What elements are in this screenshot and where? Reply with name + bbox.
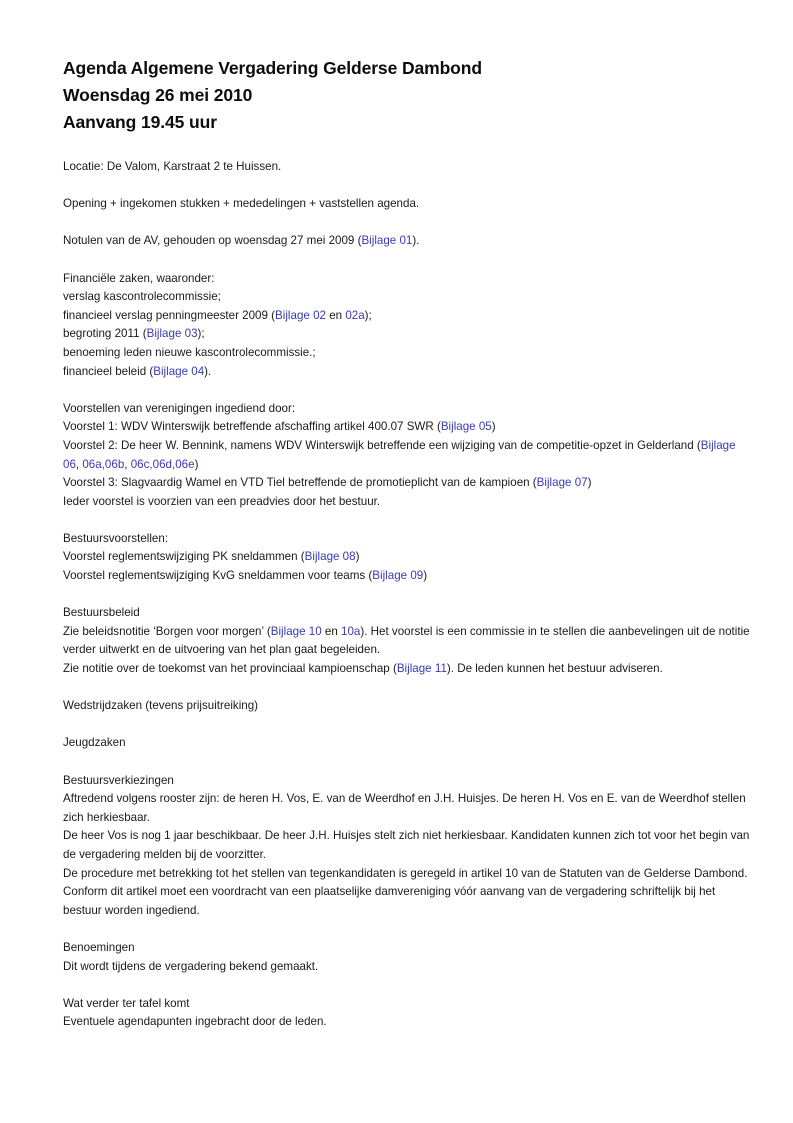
policy-text-before: financieel beleid ( xyxy=(63,364,154,378)
opening-paragraph xyxy=(63,195,750,214)
board-proposal-2 xyxy=(63,567,750,586)
treasurer-text-before: financieel verslag penningmeester 2009 ( xyxy=(63,308,276,322)
competition-matters-text: Wedstrijdzaken (tevens prijsuitreiking) xyxy=(63,699,259,713)
any-other-business-text: Eventuele agendapunten ingebracht door de leden. xyxy=(63,1015,327,1029)
location-paragraph xyxy=(63,158,750,177)
any-other-business-title: Wat verder ter tafel komt xyxy=(63,996,190,1010)
financial-title: Financiële zaken, waaronder: xyxy=(63,271,215,285)
proposal-1-text-before: Voorstel 1: WDV Winterswijk betreffende afschaffing artikel 400.07 SWR ( xyxy=(63,420,441,434)
treasurer-text-mid: en xyxy=(325,308,346,322)
member-proposals-block xyxy=(63,400,750,512)
proposal-2-text-after: ) xyxy=(194,457,199,471)
title-line-3: Aanvang 19.45 uur xyxy=(63,112,217,132)
proposal-2-text-before: Voorstel 2: De heer W. Bennink, namens WDV Winterswijk betreffende een wijziging van de competitie-opzet in Gelderland ( xyxy=(63,438,701,452)
attachment-link-05[interactable]: Bijlage 05 xyxy=(440,420,492,434)
elections-paragraph-2: De heer Vos is nog 1 jaar beschikbaar. De heer J.H. Huisjes stelt zich niet herkiesbaar. Kandidaten kunnen zich tot voor het begin van de vergadering melden bij de voorzitter. xyxy=(63,829,750,861)
minutes-paragraph xyxy=(63,232,750,251)
appointments-title: Benoemingen xyxy=(63,940,135,954)
proposal-2 xyxy=(63,439,736,471)
attachment-link-06c-06d-06e[interactable]: 06c,06d,06e xyxy=(130,457,195,471)
board-proposal-1-text-before: Voorstel reglementswijziging PK sneldammen ( xyxy=(63,550,305,564)
any-other-business-block xyxy=(63,995,750,1032)
policy-para-1-before: Zie beleidsnotitie ‘Borgen voor morgen’ ( xyxy=(63,624,271,638)
proposal-2-sep-1: , xyxy=(75,457,83,471)
proposal-1-text-after: ) xyxy=(491,420,496,434)
attachment-link-03[interactable]: Bijlage 03 xyxy=(146,327,198,341)
financial-item-budget xyxy=(63,325,750,344)
board-proposal-1-text-after: ) xyxy=(355,550,360,564)
board-elections-block xyxy=(63,772,750,921)
elections-paragraph-3: De procedure met betrekking tot het stellen van tegenkandidaten is geregeld in artikel 10 van de Statuten van de Gelderse Dambond. xyxy=(63,866,748,880)
policy-text-after: ). xyxy=(204,364,212,378)
proposals-title: Voorstellen van verenigingen ingediend door: xyxy=(63,401,296,415)
treasurer-text-after: ); xyxy=(364,308,372,322)
proposal-1 xyxy=(63,418,750,437)
minutes-text-after: ). xyxy=(412,234,420,248)
policy-para-1-mid: en xyxy=(321,624,341,638)
youth-matters-paragraph xyxy=(63,734,750,753)
attachment-link-02[interactable]: Bijlage 02 xyxy=(275,308,326,322)
location-text: Locatie: De Valom, Karstraat 2 te Huissen. xyxy=(63,160,282,173)
financial-matters-block xyxy=(63,270,750,382)
attachment-link-10[interactable]: Bijlage 10 xyxy=(270,624,322,638)
board-proposals-block xyxy=(63,530,750,586)
page-title xyxy=(63,55,750,136)
attachment-link-09[interactable]: Bijlage 09 xyxy=(372,569,424,583)
budget-text-before: begroting 2011 ( xyxy=(63,327,147,341)
financial-item-audit: verslag kascontrolecommissie; xyxy=(63,290,221,304)
attachment-link-07[interactable]: Bijlage 07 xyxy=(536,476,588,490)
financial-item-policy xyxy=(63,363,750,382)
attachment-link-08[interactable]: Bijlage 08 xyxy=(304,550,356,564)
board-policy-block xyxy=(63,604,750,678)
policy-para-2-before: Zie notitie over de toekomst van het provinciaal kampioenschap ( xyxy=(63,662,397,676)
competition-matters-paragraph xyxy=(63,697,750,716)
attachment-link-10a[interactable]: 10a xyxy=(341,624,361,638)
title-line-1: Agenda Algemene Vergadering Gelderse Dambond xyxy=(63,58,482,78)
attachment-link-11[interactable]: Bijlage 11 xyxy=(396,662,447,676)
attachment-link-04[interactable]: Bijlage 04 xyxy=(153,364,205,378)
board-proposals-title: Bestuursvoorstellen: xyxy=(63,531,169,545)
proposal-2-sep-2: , xyxy=(124,457,131,471)
financial-item-treasurer xyxy=(63,307,750,326)
elections-title: Bestuursverkiezingen xyxy=(63,773,174,787)
board-proposal-1 xyxy=(63,548,750,567)
board-policy-paragraph-1 xyxy=(63,625,750,657)
policy-para-2-after: ). De leden kunnen het bestuur adviseren. xyxy=(446,662,663,676)
proposals-note: Ieder voorstel is voorzien van een preadvies door het bestuur. xyxy=(63,494,381,508)
proposal-3-text-after: ) xyxy=(587,476,592,490)
youth-matters-text: Jeugdzaken xyxy=(63,736,126,750)
elections-paragraph-1: Aftredend volgens rooster zijn: de heren H. Vos, E. van de Weerdhof en J.H. Huisjes. De heren H. Vos en E. van de Weerdhof stellen zich herkiesbaar. xyxy=(63,792,746,824)
attachment-link-02a[interactable]: 02a xyxy=(345,308,365,322)
proposal-3 xyxy=(63,474,750,493)
budget-text-after: ); xyxy=(197,327,205,341)
board-proposal-2-text-after: ) xyxy=(423,569,428,583)
opening-text: Opening + ingekomen stukken + mededelingen + vaststellen agenda. xyxy=(63,197,420,211)
board-proposal-2-text-before: Voorstel reglementswijziging KvG sneldammen voor teams ( xyxy=(63,569,373,583)
proposal-3-text-before: Voorstel 3: Slagvaardig Wamel en VTD Tiel betreffende de promotieplicht van de kampioen ( xyxy=(63,476,537,490)
elections-paragraph-4: Conform dit artikel moet een voordracht van een plaatselijke damvereniging vóór aanvang van de vergadering schriftelijk bij het bestuur worden ingediend. xyxy=(63,885,716,917)
attachment-link-01[interactable]: Bijlage 01 xyxy=(361,234,413,248)
attachment-link-06a-06b[interactable]: 06a,06b xyxy=(82,457,125,471)
title-line-2: Woensdag 26 mei 2010 xyxy=(63,85,253,105)
policy-para-1-after: ). Het voorstel is een commissie in te stellen die aanbevelingen uit de notitie verder uitwerkt en de uitvoering van het plan gaat begeleiden. xyxy=(63,624,750,657)
minutes-text-before: Notulen van de AV, gehouden op woensdag 27 mei 2009 ( xyxy=(63,234,362,248)
financial-item-appointments: benoeming leden nieuwe kascontrolecommissie.; xyxy=(63,345,316,359)
board-policy-title: Bestuursbeleid xyxy=(63,606,140,620)
appointments-text: Dit wordt tijdens de vergadering bekend gemaakt. xyxy=(63,959,319,973)
appointments-block xyxy=(63,939,750,976)
board-policy-paragraph-2 xyxy=(63,660,750,679)
attachment-link-06[interactable]: Bijlage 06 xyxy=(63,438,736,471)
